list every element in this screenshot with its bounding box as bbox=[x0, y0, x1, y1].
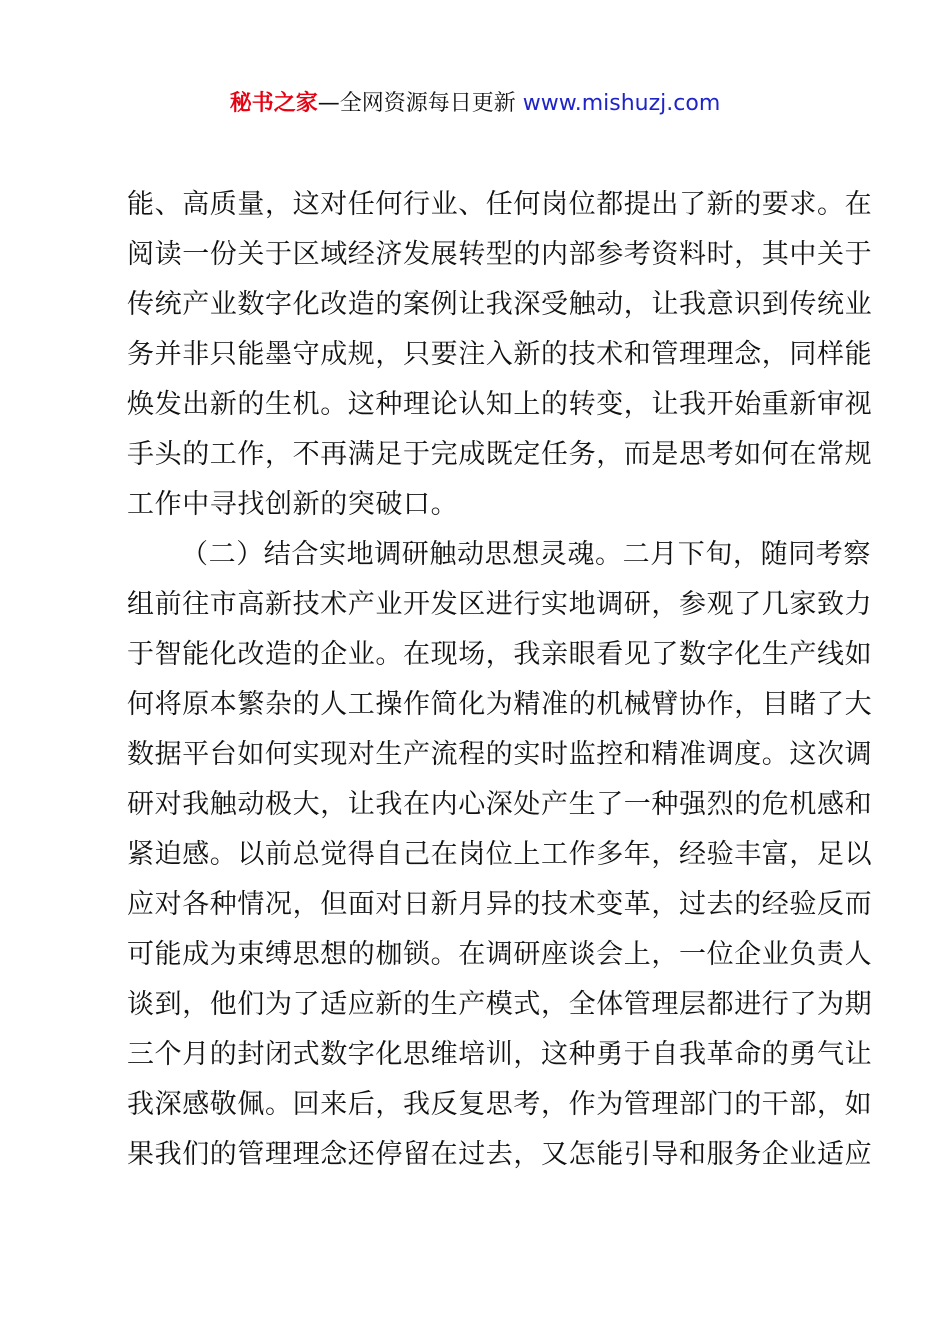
page-header bbox=[0, 86, 950, 122]
text-line: 焕发出新的生机。这种理论认知上的转变，让我开始重新审视 bbox=[127, 389, 873, 420]
text-line: 我深感敬佩。回来后，我反复思考，作为管理部门的干部，如 bbox=[127, 1089, 873, 1120]
website-link[interactable]: www.mishuzj.com bbox=[522, 91, 721, 116]
text-line: 务并非只能墨守成规，只要注入新的技术和管理理念，同样能 bbox=[127, 339, 873, 370]
text-line: 三个月的封闭式数字化思维培训，这种勇于自我革命的勇气让 bbox=[127, 1039, 873, 1070]
text-line: （二）结合实地调研触动思想灵魂。二月下旬，随同考察 bbox=[181, 539, 871, 570]
document-body bbox=[127, 180, 873, 1180]
text-line: 组前往市高新技术产业开发区进行实地调研，参观了几家致力 bbox=[127, 589, 873, 620]
text-line: 手头的工作，不再满足于完成既定任务，而是思考如何在常规 bbox=[127, 439, 873, 470]
text-line: 阅读一份关于区域经济发展转型的内部参考资料时，其中关于 bbox=[127, 239, 873, 270]
text-line: 何将原本繁杂的人工操作简化为精准的机械臂协作，目睹了大 bbox=[127, 689, 873, 720]
text-line: 果我们的管理理念还停留在过去，又怎能引导和服务企业适应 bbox=[127, 1139, 873, 1170]
paragraph-2 bbox=[127, 530, 873, 1180]
text-line: 谈到，他们为了适应新的生产模式，全体管理层都进行了为期 bbox=[127, 989, 873, 1020]
text-line: 数据平台如何实现对生产流程的实时监控和精准调度。这次调 bbox=[127, 739, 873, 770]
text-line: 传统产业数字化改造的案例让我深受触动，让我意识到传统业 bbox=[127, 289, 873, 320]
text-line: 紧迫感。以前总觉得自己在岗位上工作多年，经验丰富，足以 bbox=[127, 839, 873, 870]
text-line: 于智能化改造的企业。在现场，我亲眼看见了数字化生产线如 bbox=[127, 639, 873, 670]
paragraph-1 bbox=[127, 180, 873, 530]
text-line: 应对各种情况，但面对日新月异的技术变革，过去的经验反而 bbox=[127, 889, 873, 920]
brand-name: 秘书之家 bbox=[229, 91, 318, 116]
text-line: 可能成为束缚思想的枷锁。在调研座谈会上，一位企业负责人 bbox=[127, 939, 873, 970]
text-line: 能、高质量，这对任何行业、任何岗位都提出了新的要求。在 bbox=[127, 189, 873, 220]
text-line: 研对我触动极大，让我在内心深处产生了一种强烈的危机感和 bbox=[127, 789, 873, 820]
header-tagline: —全网资源每日更新 bbox=[317, 91, 516, 116]
text-line: 工作中寻找创新的突破口。 bbox=[127, 489, 459, 520]
